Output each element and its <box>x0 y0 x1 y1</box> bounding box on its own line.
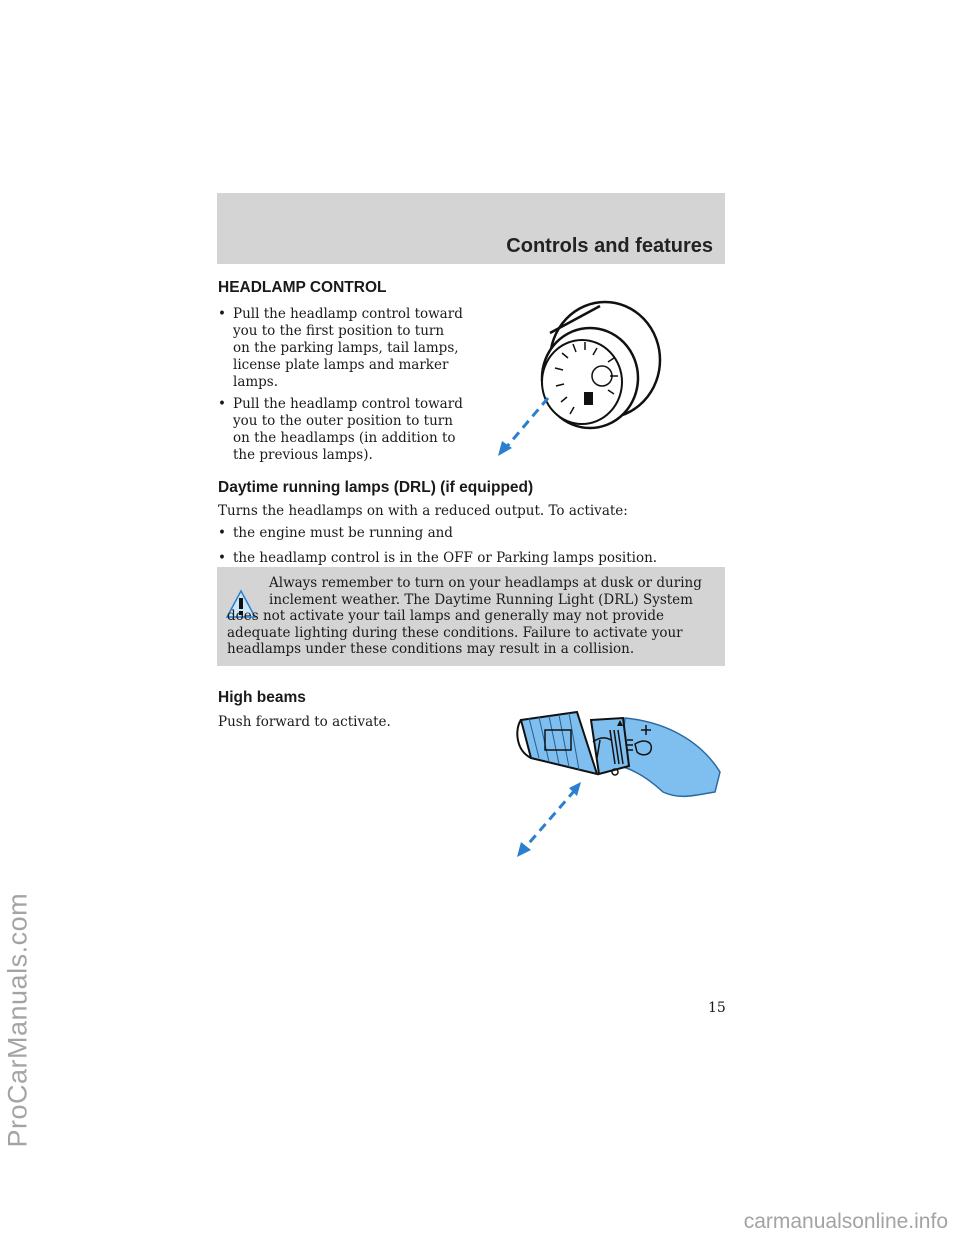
drl-intro: Turns the headlamps on with a reduced output. To activate: <box>218 503 628 519</box>
footer-watermark-link[interactable]: carmanualsonline.info <box>743 1210 948 1233</box>
pull-direction-arrow <box>504 398 548 450</box>
push-direction-arrow <box>523 790 575 850</box>
side-watermark: ProCarManuals.com <box>2 892 33 1148</box>
section-header-bar <box>217 193 725 264</box>
drl-bullets <box>218 525 723 567</box>
high-beams-text: Push forward to activate. <box>218 714 391 730</box>
headlamp-control-heading: HEADLAMP CONTROL <box>218 279 387 296</box>
list-item: • the engine must be running and <box>218 525 453 541</box>
list-item: • Pull the headlamp control toward you to the outer position to turn on the headlamps (in addition to the previous lamps). <box>218 396 463 463</box>
warning-text: Always remember to turn on your headlamps at dusk or during inclement weather. The Daytime Running Light (DRL) System does not activate your tail lamps and generally may not provide adequate lighting during these conditions. Failure to activate your headlamps under these conditions may result in a collision. <box>227 575 702 658</box>
list-item: • the headlamp control is in the OFF or Parking lamps position. <box>218 550 658 566</box>
high-beams-heading: High beams <box>218 689 306 706</box>
drl-heading: Daytime running lamps (DRL) (if equipped) <box>218 479 534 496</box>
list-item: • Pull the headlamp control toward you to the first position to turn on the parking lamps, tail lamps, license plate lamps and marker lamps. <box>218 306 463 390</box>
warning-box <box>217 567 725 666</box>
headlamp-knob-illustration <box>490 298 680 468</box>
section-title: Controls and features <box>506 235 713 257</box>
multifunction-stalk-illustration <box>505 700 735 865</box>
headlamp-control-bullets <box>218 306 488 464</box>
page-number: 15 <box>708 1000 726 1016</box>
